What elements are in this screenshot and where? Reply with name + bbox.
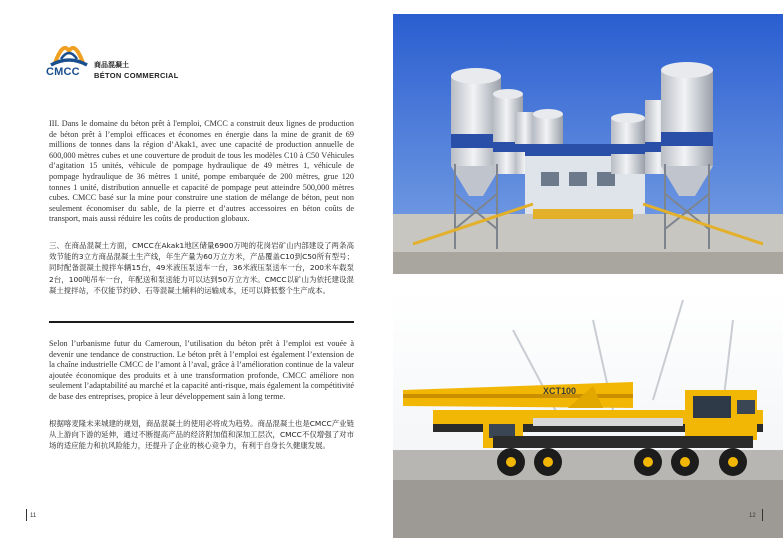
cmcc-logo-icon (49, 37, 89, 69)
page-number-left: 11 (30, 513, 37, 519)
paragraph-fr-2: Selon l’urbanisme futur du Cameroun, l’utilisation du béton prêt à l’emploi est vouée à devenir une tendance de construction. Le béton prêt à l’emploi est également l’extension de la chaîne industrielle CMCC de l’amont à l’aval, grâce à l’amélioration continue de la valeur ajoutée économique des produits et à une transformation profonde, CMCC améliore non seulement l’adaptabilité au marché et la capacité anti-risque, mais également la compétitivité de base des entreprises, propice à leur développement sain à long terme. (49, 339, 354, 401)
logo-text: CMCC (46, 66, 80, 78)
page-marker (26, 509, 27, 521)
section-divider (49, 321, 354, 323)
crane-truck-photo (393, 290, 783, 538)
page-marker-right (762, 509, 763, 521)
paragraph-cn-1: 三、在商品混凝土方面，CMCC在Akak1地区储量6900万吨的花岗岩矿山内部建设了两条高效节能的3立方商品混凝土生产线，年生产量为60万立方米，产品覆盖C10到C50所有型号；同时配备混凝土搅拌车辆15台，49米液压泵送车一台，36米液压泵送车一台，200米车载泵2台，100吨吊车一台，年配送和泵送能力可以达到50万立方米。CMCC以矿山为依托建设混凝土搅拌站，不仅能节约砂、石等混凝土辅料的运输成本，还可以降低整个生产成本。 (49, 241, 354, 295)
section-title-cn: 商品混凝土 (94, 61, 129, 69)
right-page (393, 0, 783, 548)
batching-plant-photo (393, 14, 783, 274)
section-title-fr: BÉTON COMMERCIAL (94, 71, 179, 80)
page-number-right: 12 (749, 513, 756, 519)
paragraph-cn-2: 根据喀麦隆未来城建的规划，商品混凝土的使用必将成为趋势。商品混凝土也是CMCC产业链从上游向下游的延伸，通过不断提高产品的经济附加值和深加工层次，CMCC不仅增强了对市场的适应能力和抗风险能力，还提升了企业的核心竞争力，有利于自身长久健康发展。 (49, 419, 354, 451)
crane-label: XCT100 (543, 386, 577, 396)
paragraph-fr-1: III. Dans le domaine du béton prêt à l'emploi, CMCC a construit deux lignes de production de béton prêt à l’emploi efficaces et économes en énergie dans la mine de granit de 69 millions de tonnes dans la région d’Akak1, avec une capacité de production annuelle de 600,000 mètres cubes et une couverture de produit de tous les modèles C10 à C50 Véhicules d’agitation 15 unités, véhicule de pompage hydraulique de 49 mètres 1, véhicule de pompage hydraulique de 36 mètres 1 unité, pompe embarquée de 200 mètres, grue 120 tonnes 1 unité, distribution annuelle et capacité de pompage peut atteindre 500,000 mètres cubes. CMCC basé sur la mine pour construire une station de mélange de béton, peut non seulement économiser du sable, de la pierre et d’autres accessoires en béton coûts de transport, mais aussi réduire les coûts de production globaux. (49, 119, 354, 224)
